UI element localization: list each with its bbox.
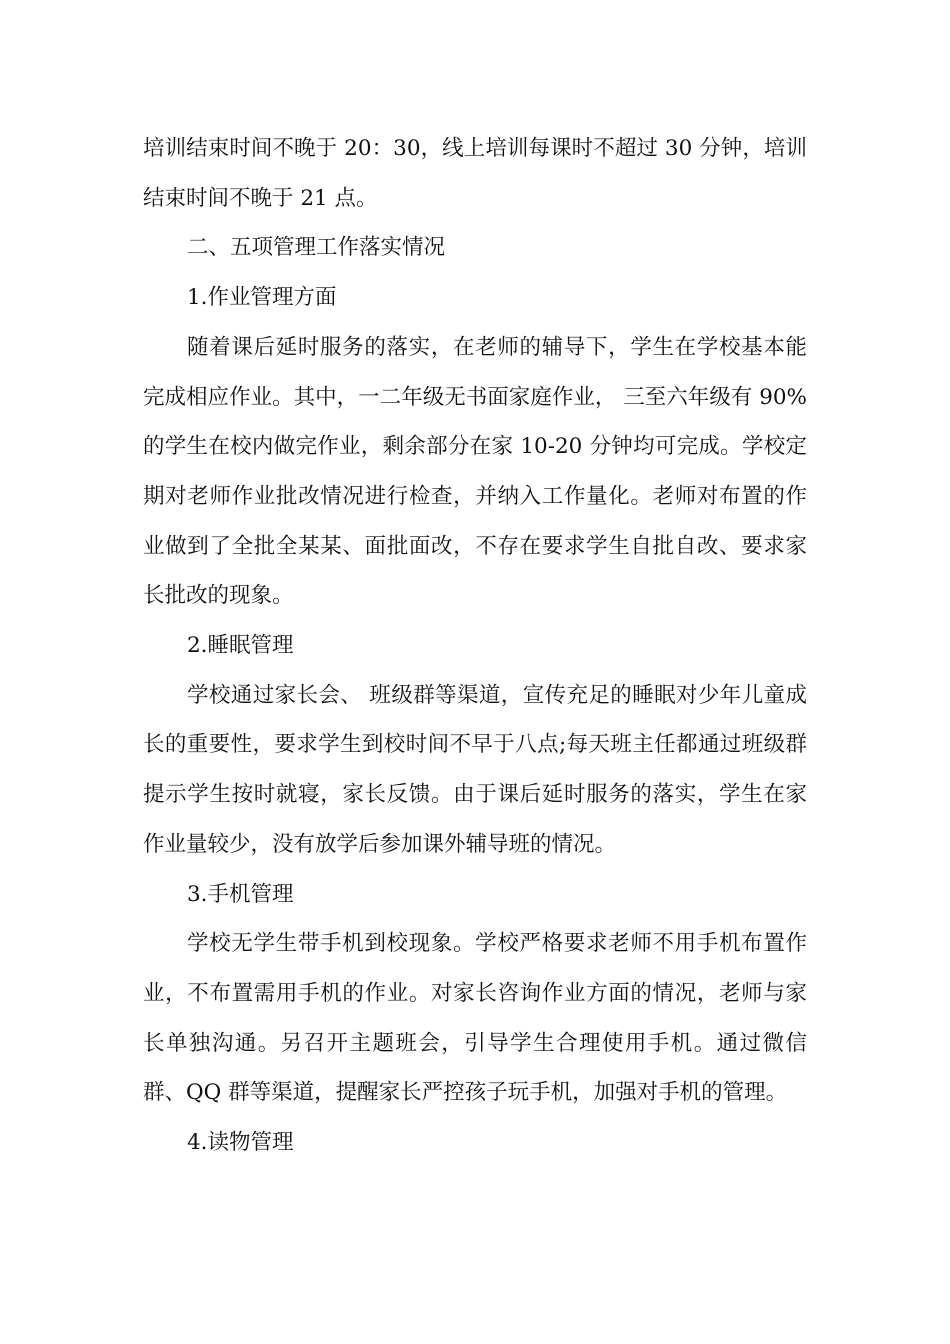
subheading-reading-management: 4.读物管理 xyxy=(187,1130,294,1156)
document-body xyxy=(143,124,807,1168)
paragraph-training-time: 培训结束时间不晚于 20：30，线上培训每课时不超过 30 分钟，培训结束时间不晚于 21 点。 xyxy=(143,136,807,211)
paragraph-phone-management: 学校无学生带手机到校现象。学校严格要求老师不用手机布置作业，不布置需用手机的作业。对家长咨询作业方面的情况，老师与家长单独沟通。另召开主题班会，引导学生合理使用手机。通过微信群、QQ 群等渠道，提醒家长严控孩子玩手机，加强对手机的管理。 xyxy=(143,931,807,1106)
paragraph-sleep-management: 学校通过家长会、 班级群等渠道，宣传充足的睡眠对少年儿童成长的重要性，要求学生到校时间不早于八点;每天班主任都通过班级群提示学生按时就寝，家长反馈。由于课后延时服务的落实，学生在家作业量较少，没有放学后参加课外辅导班的情况。 xyxy=(143,682,807,857)
subheading-homework-management: 1.作业管理方面 xyxy=(187,285,337,311)
subheading-sleep-management: 2.睡眠管理 xyxy=(187,633,294,659)
paragraph-homework-management: 随着课后延时服务的落实，在老师的辅导下，学生在学校基本能完成相应作业。其中，一二年级无书面家庭作业， 三至六年级有 90%的学生在校内做完作业，剩余部分在家 10-20 分钟均可完成。学校定期对老师作业批改情况进行检查，并纳入工作量化。老师对布置的作业做到了全批全某某、面批面改，不存在要求学生自批自改、要求家长批改的现象。 xyxy=(143,334,807,609)
subheading-phone-management: 3.手机管理 xyxy=(187,881,294,907)
section-heading-five-management: 二、五项管理工作落实情况 xyxy=(187,235,446,261)
